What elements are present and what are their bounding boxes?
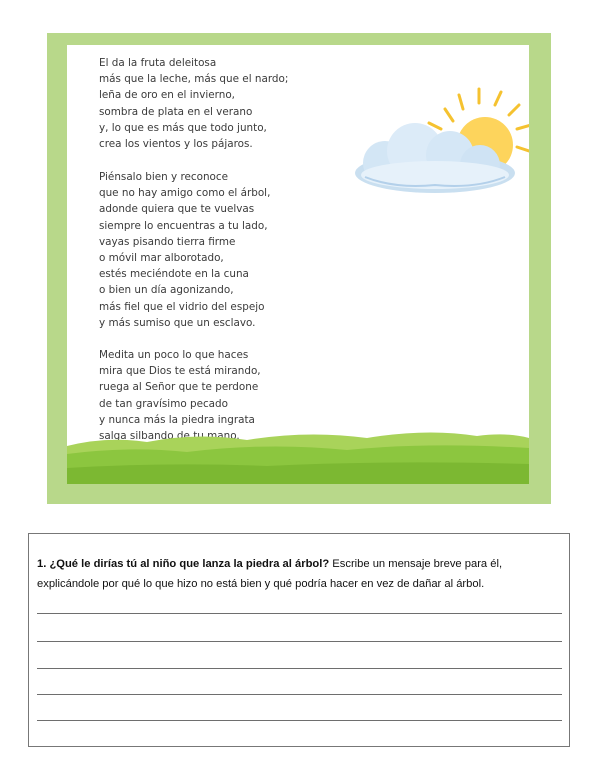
poem-line: crea los vientos y los pájaros. xyxy=(99,138,253,151)
answer-line[interactable] xyxy=(37,694,562,695)
stanza-2 xyxy=(99,169,270,331)
poem-line: Medita un poco lo que haces xyxy=(99,349,249,361)
poem-line: sombra de plata en el verano xyxy=(99,105,253,118)
poem-line: vayas pisando tierra firme xyxy=(99,235,236,248)
poem-line: mira que Dios te está mirando, xyxy=(99,365,261,378)
poem-line: que no hay amigo como el árbol, xyxy=(99,187,271,200)
stanza-1 xyxy=(99,55,288,152)
poem-line: o móvil mar alborotado, xyxy=(99,252,224,265)
poem-line: de tan gravísimo pecado xyxy=(99,397,228,410)
poem-line: salga silbando de tu mano. xyxy=(99,430,240,443)
poem-line: ruega al Señor que te perdone xyxy=(99,381,259,394)
poem-line: más que la leche, más que el nardo; xyxy=(99,73,289,86)
poem-frame xyxy=(47,33,551,504)
poem-line: estés meciéndote en la cuna xyxy=(99,268,249,281)
poem-line: y nunca más la piedra ingrata xyxy=(99,413,255,426)
poem-line: o bien un día agonizando, xyxy=(99,284,234,297)
answer-line[interactable] xyxy=(37,720,562,721)
sun-and-cloud-illustration xyxy=(335,65,529,205)
question-instruction: Escribe un mensaje breve para él, explicándole por qué lo que hizo no está bien y qué podría hacer en vez de dañar al árbol. xyxy=(37,558,503,590)
question-prompt: 1. ¿Qué le dirías tú al niño que lanza la piedra al árbol? xyxy=(37,558,330,570)
poem-line: y, lo que es más que todo junto, xyxy=(99,121,267,134)
poem-line: más fiel que el vidrio del espejo xyxy=(99,300,265,313)
grass-illustration xyxy=(67,424,529,484)
answer-line[interactable] xyxy=(37,613,562,614)
poem-line: siempre lo encuentras a tu lado, xyxy=(99,219,268,232)
answer-line[interactable] xyxy=(37,641,562,642)
answer-line[interactable] xyxy=(37,668,562,669)
question-text xyxy=(37,554,565,594)
poem-line: y más sumiso que un esclavo. xyxy=(99,316,256,329)
poem-line: Piénsalo bien y reconoce xyxy=(99,171,228,183)
question-box xyxy=(28,533,570,747)
poem-line: adonde quiera que te vuelvas xyxy=(99,203,255,216)
poem-line: leña de oro en el invierno, xyxy=(99,89,235,102)
poem-line: El da la fruta deleitosa xyxy=(99,57,217,69)
poem-card xyxy=(67,45,529,484)
